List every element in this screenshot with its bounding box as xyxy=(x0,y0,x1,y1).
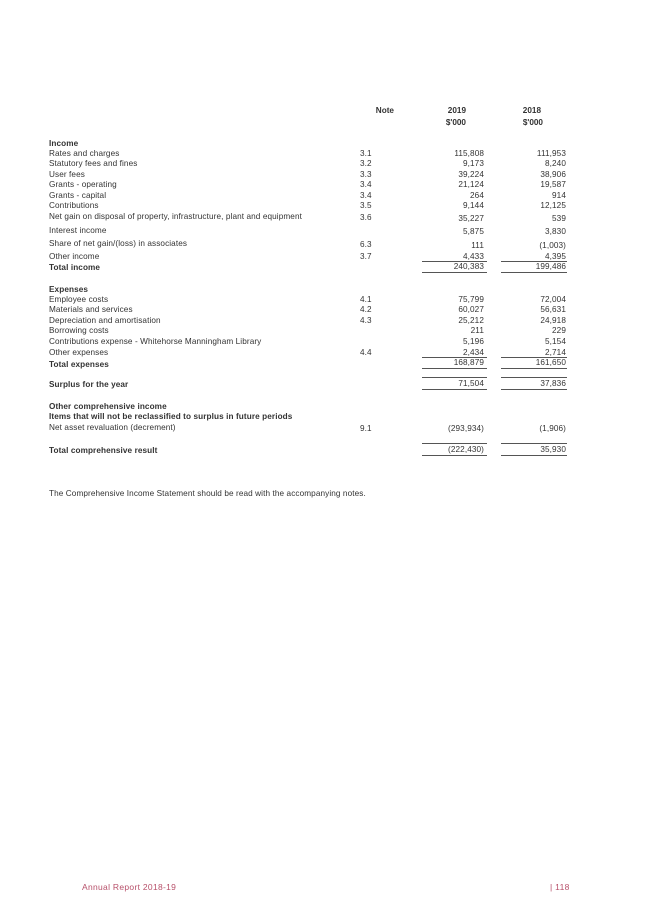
expense-row-2019: 5,196 xyxy=(463,337,484,346)
income-row-note: 3.1 xyxy=(360,149,372,158)
expense-row-2019: 75,799 xyxy=(458,295,484,304)
expense-row-2018: 2,714 xyxy=(545,348,566,357)
income-row-2019: 21,124 xyxy=(458,180,484,189)
tcr-bottom-rule-2018 xyxy=(501,455,567,456)
income-row-2019: 35,227 xyxy=(458,214,484,223)
expense-row-note: 4.1 xyxy=(360,295,372,304)
expense-row-label: Employee costs xyxy=(49,295,109,304)
total-expenses-2019: 168,879 xyxy=(453,358,484,367)
expense-row-2019: 60,027 xyxy=(458,305,484,314)
expense-row-label: Materials and services xyxy=(49,305,133,314)
income-row-2018: 19,587 xyxy=(540,180,566,189)
income-row-2018: 12,125 xyxy=(540,201,566,210)
expense-row-2018: 56,631 xyxy=(540,305,566,314)
expense-row-note: 4.3 xyxy=(360,316,372,325)
oci-heading: Other comprehensive income xyxy=(49,402,167,411)
expense-row-label: Borrowing costs xyxy=(49,326,109,335)
income-heading: Income xyxy=(49,139,79,148)
income-row-2019: 111 xyxy=(471,241,484,250)
income-row-note: 3.3 xyxy=(360,170,372,179)
income-total-rule-2019 xyxy=(422,272,487,273)
surplus-2019: 71,504 xyxy=(458,379,484,388)
income-row-label: Net gain on disposal of property, infrastructure, plant and equipment xyxy=(49,212,302,221)
expense-row-2018: 72,004 xyxy=(540,295,566,304)
surplus-bottom-rule-2018 xyxy=(501,389,567,390)
total-income-2018: 199,486 xyxy=(535,262,566,271)
surplus-top-rule-2019 xyxy=(422,377,487,378)
income-row-label: Grants - capital xyxy=(49,191,107,200)
income-row-2018: (1,003) xyxy=(539,241,566,250)
income-row-2019: 9,144 xyxy=(463,201,484,210)
revaluation-label: Net asset revaluation (decrement) xyxy=(49,423,176,432)
total-income-label: Total income xyxy=(49,263,101,272)
expenses-heading: Expenses xyxy=(49,285,89,294)
surplus-bottom-rule-2019 xyxy=(422,389,487,390)
income-row-note: 3.7 xyxy=(360,252,372,261)
expense-row-label: Depreciation and amortisation xyxy=(49,316,161,325)
income-row-2018: 8,240 xyxy=(545,159,566,168)
expense-row-2019: 2,434 xyxy=(463,348,484,357)
income-row-2019: 39,224 xyxy=(458,170,484,179)
revaluation-2019: (293,934) xyxy=(448,424,484,433)
revaluation-note: 9.1 xyxy=(360,424,372,433)
column-unit-2018: $'000 xyxy=(522,118,543,127)
expense-row-2019: 25,212 xyxy=(458,316,484,325)
income-row-label: Grants - operating xyxy=(49,180,117,189)
income-row-2018: 4,395 xyxy=(545,252,566,261)
expense-row-label: Other expenses xyxy=(49,348,109,357)
income-row-2019: 5,875 xyxy=(463,227,484,236)
income-row-2018: 3,830 xyxy=(545,227,566,236)
expense-row-note: 4.2 xyxy=(360,305,372,314)
expenses-total-rule-2018 xyxy=(501,368,567,369)
expense-row-note: 4.4 xyxy=(360,348,372,357)
total-comprehensive-label: Total comprehensive result xyxy=(49,446,158,455)
income-row-2019: 264 xyxy=(470,191,484,200)
income-row-label: Other income xyxy=(49,252,100,261)
income-row-note: 3.5 xyxy=(360,201,372,210)
tcr-top-rule-2018 xyxy=(501,443,567,444)
expense-row-2018: 24,918 xyxy=(540,316,566,325)
income-row-label: Share of net gain/(loss) in associates xyxy=(49,239,188,248)
income-row-label: Interest income xyxy=(49,226,107,235)
surplus-top-rule-2018 xyxy=(501,377,567,378)
income-row-2018: 539 xyxy=(552,214,566,223)
income-total-rule-2018 xyxy=(501,272,567,273)
income-row-2018: 111,953 xyxy=(536,149,566,158)
income-row-label: Contributions xyxy=(49,201,99,210)
column-unit-2019: $'000 xyxy=(445,118,466,127)
income-row-2018: 38,906 xyxy=(540,170,566,179)
income-row-note: 6.3 xyxy=(360,240,372,249)
income-row-2018: 914 xyxy=(552,191,566,200)
page-number: | 118 xyxy=(550,882,570,892)
revaluation-2018: (1,906) xyxy=(539,424,566,433)
total-expenses-2018: 161,650 xyxy=(535,358,566,367)
income-row-2019: 115,808 xyxy=(454,149,484,158)
income-row-note: 3.2 xyxy=(360,159,372,168)
expense-row-2018: 229 xyxy=(552,326,566,335)
income-row-note: 3.4 xyxy=(360,191,372,200)
expense-row-2018: 5,154 xyxy=(545,337,566,346)
surplus-2018: 37,836 xyxy=(540,379,566,388)
income-row-label: Rates and charges xyxy=(49,149,120,158)
column-header-2018: 2018 xyxy=(522,106,541,115)
column-header-2019: 2019 xyxy=(447,106,466,115)
income-row-label: Statutory fees and fines xyxy=(49,159,138,168)
income-row-2019: 4,433 xyxy=(463,252,484,261)
tcr-bottom-rule-2019 xyxy=(422,455,487,456)
report-title-footer: Annual Report 2018-19 xyxy=(82,882,177,892)
total-comprehensive-2019: (222,430) xyxy=(448,445,484,454)
note-column-header: Note xyxy=(375,106,394,115)
statement-footnote: The Comprehensive Income Statement should be read with the accompanying notes. xyxy=(49,489,366,498)
total-comprehensive-2018: 35,930 xyxy=(540,445,566,454)
income-row-label: User fees xyxy=(49,170,85,179)
expense-row-2019: 211 xyxy=(470,326,484,335)
expenses-total-rule-2019 xyxy=(422,368,487,369)
tcr-top-rule-2019 xyxy=(422,443,487,444)
expense-row-label: Contributions expense - Whitehorse Manningham Library xyxy=(49,337,262,346)
income-row-note: 3.6 xyxy=(360,213,372,222)
oci-subheading: Items that will not be reclassified to surplus in future periods xyxy=(49,412,293,421)
income-row-2019: 9,173 xyxy=(463,159,484,168)
total-expenses-label: Total expenses xyxy=(49,360,109,369)
surplus-label: Surplus for the year xyxy=(49,380,129,389)
income-row-note: 3.4 xyxy=(360,180,372,189)
total-income-2019: 240,383 xyxy=(453,262,484,271)
